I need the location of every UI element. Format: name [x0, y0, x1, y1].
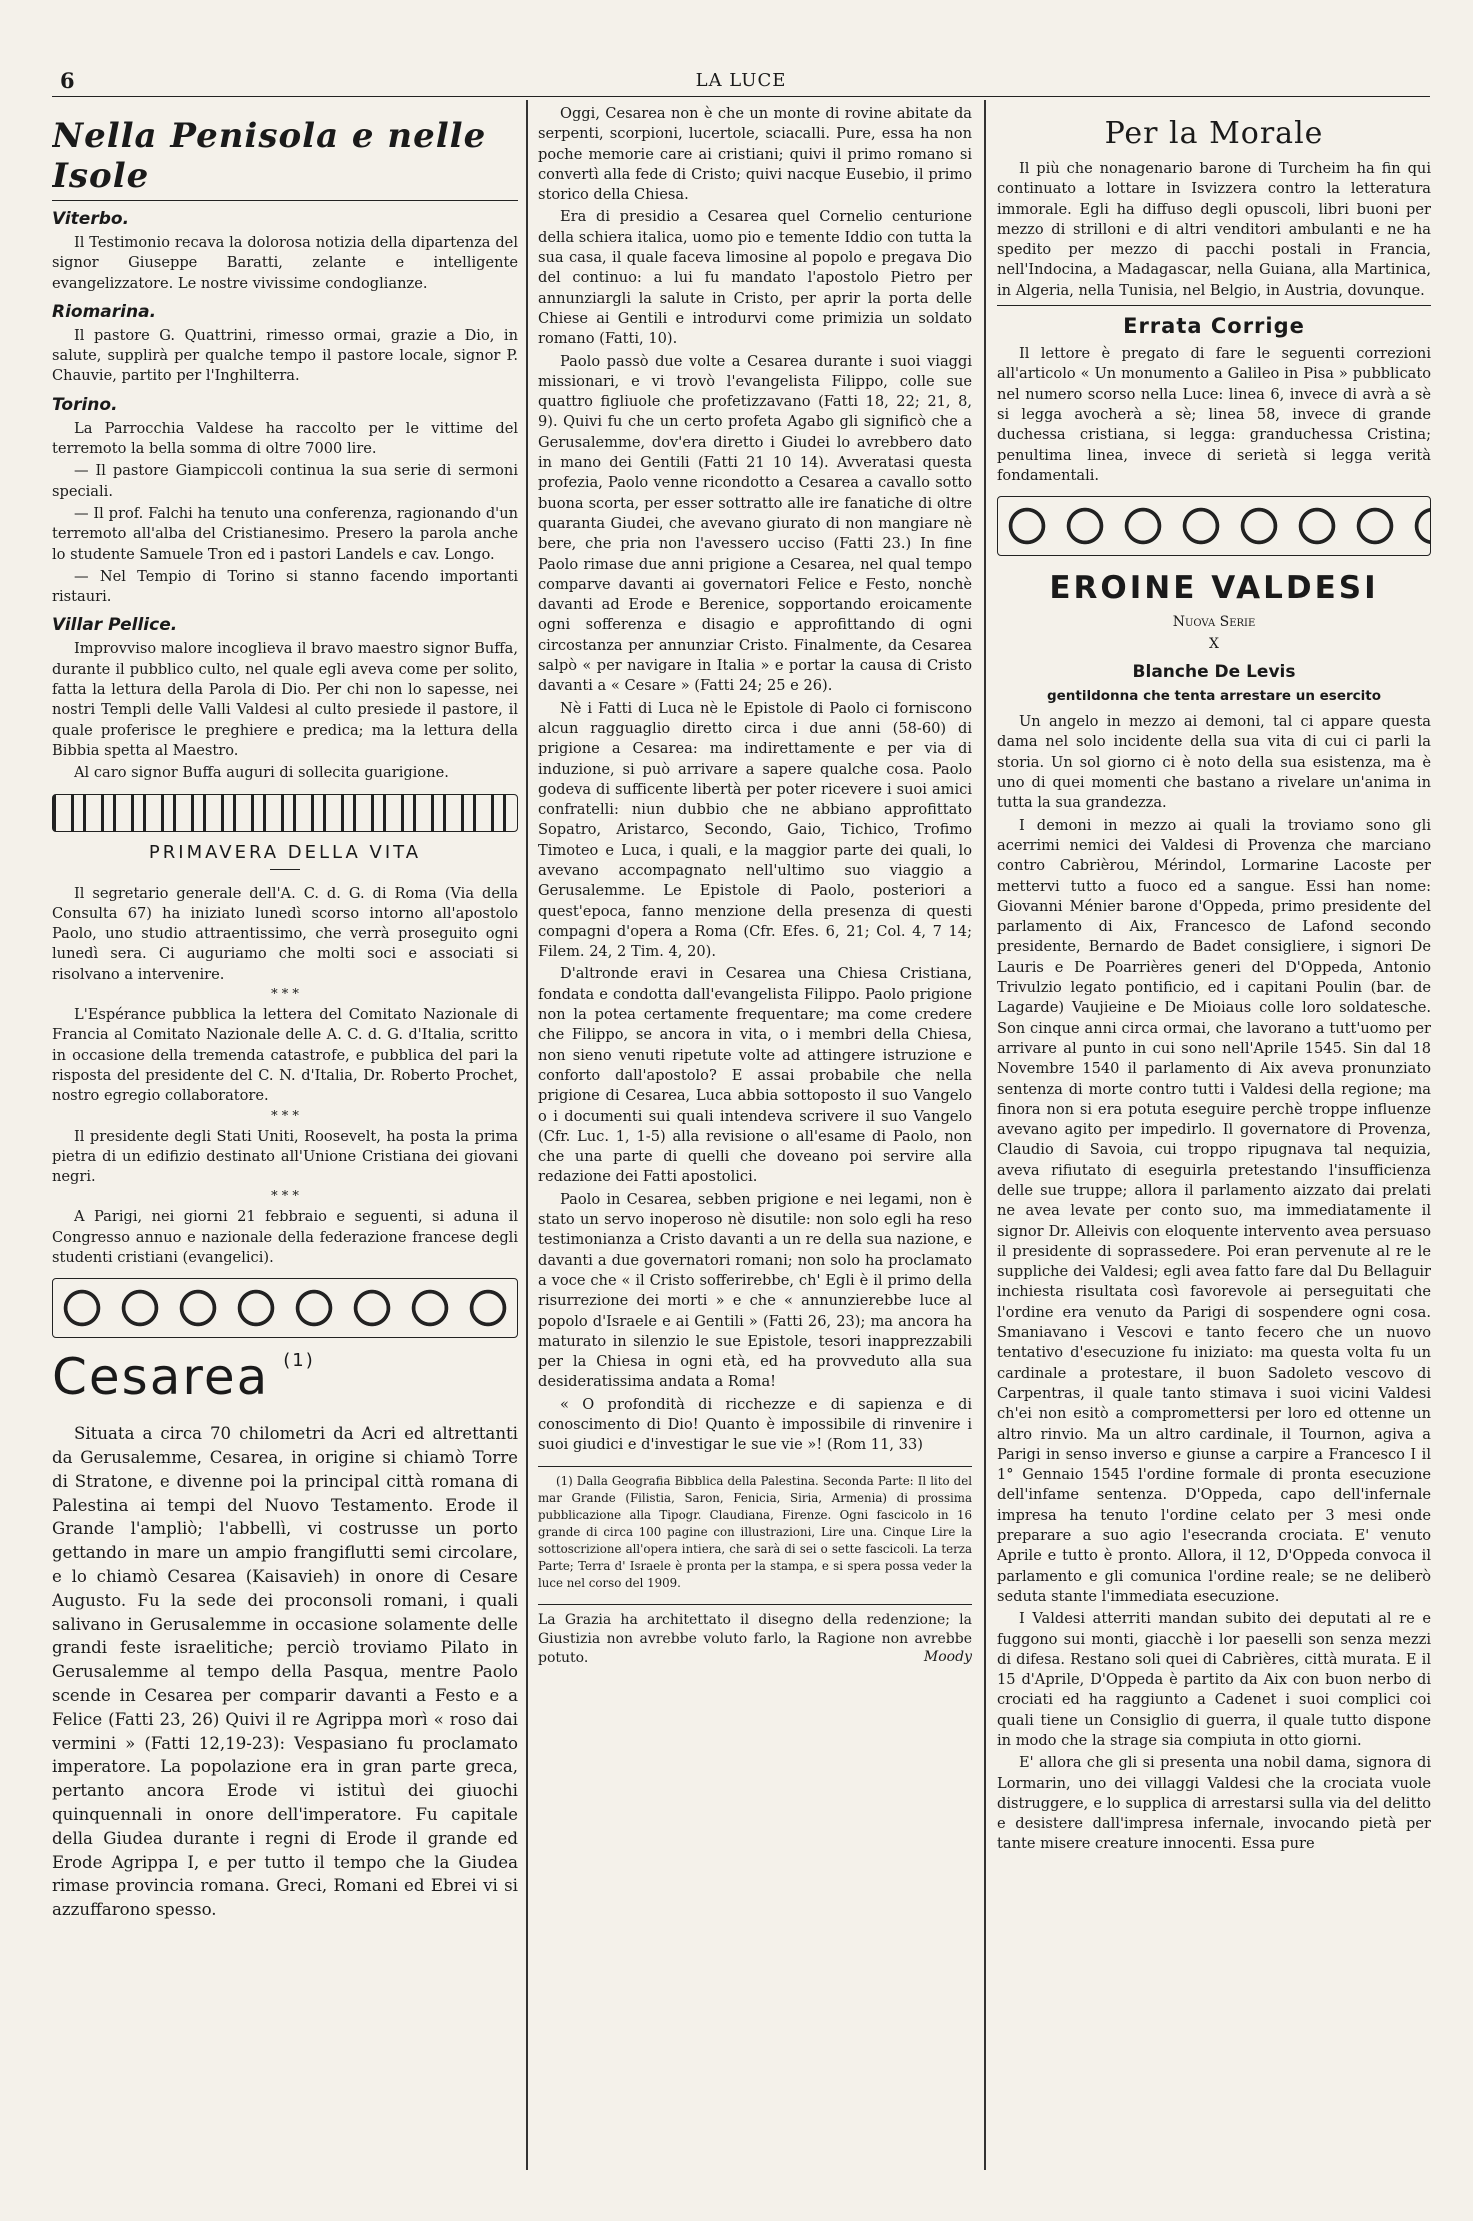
footnote-divider	[538, 1466, 972, 1467]
asterism: * * *	[271, 987, 299, 1003]
column-left	[52, 104, 518, 2164]
paragraph: Era di presidio a Cesarea quel Cornelio centurione della schiera italica, uomo pio e temente Iddio con tutta la sua casa, il quale faceva limosine al popolo e pregava Dio del continuo: a lui fu mandato l'apostolo Pietro per annunziargli la salute in Cristo, per aprir la porta delle Chiese ai Gentili e introdurvi come primizia un soldato romano (Fatti, 10).	[538, 208, 972, 348]
asterism: * * *	[271, 1108, 299, 1124]
place-heading: Viterbo.	[52, 209, 130, 229]
paragraph: Paolo passò due volte a Cesarea durante i suoi viaggi missionari, e vi trovò l'evangelista Filippo, colle sue quattro figliuole che profetizzavano (Fatti 18, 22; 21, 8, 9). Quivi fu che un certo profeta Agabo gli significò che a Gerusalemme, dov'era diretto i Giudei lo avrebbero dato in mano dei Gentili (Fatti 21 10 14). Avveratasi questa profezia, Paolo venne ricondotto a Cesarea a cavallo sotto buona scorta, per esser sottratto alle ire fanatiche di oltre quaranta Giudei, che avevano giurato di non mangiare nè bere, che pria non l'avessero ucciso (Fatti 23.) In fine Paolo rimase due anni prigione a Cesarea, nel qual tempo comparve davanti ai governatori Felice e Festo, nonchè davanti ad Erode e Berenice, sopportando eroicamente ogni sofferenza e disagio e approfittando di ogni circostanza per annunziar Cristo. Finalmente, da Cesarea salpò « per navigare in Italia » e portar la causa di Cristo davanti a « Cesare » (Fatti 24; 25 e 26).	[538, 352, 972, 695]
paragraph: E' allora che gli si presenta una nobil dama, signora di Lormarin, uno dei villaggi Valdesi che la crociata vuole distruggere, e lo supplica di arrestarsi sulla via del delitto e desistere dall'impresa infernale, invocando pietà per tante misere creature innocenti. Essa pure	[997, 1754, 1431, 1853]
paragraph: Oggi, Cesarea non è che un monte di rovine abitate da serpenti, scorpioni, lucertole, sciacalli. Pure, essa ha non poche memorie care ai cristiani; quivi il primo romano si convertì alla fede di Cristo; quivi nacque Eusebio, il primo storico della Chiesa.	[538, 105, 972, 204]
footnote-marker: (1)	[283, 1350, 315, 1372]
ornament-divider	[52, 794, 518, 832]
page-number: 6	[60, 68, 75, 93]
paragraph: I demoni in mezzo ai quali la troviamo sono gli acerrimi nemici dei Valdesi di Provenza che marciano contro Cabrièrou, Mérindol, Lormarine Lacoste per mettervi tutto a fuoco ed a sangue. Essi han nome: Giovanni Ménier barone d'Oppeda, primo presidente del parlamento di Aix, Francesco de Lafond secondo presidente, Bernardo de Badet consigliere, i signori De Lauris e De Poarrières generi del D'Oppeda, Antonio Trivulzio legato pontificio, ed i capitani Poulin (bar. de Lagarde) Vaujieine e De Mioiaus colle loro soldatesche. Son cinque anni circa ormai, che lavorano a tutt'uomo per arrivare al punto in cui sono nell'Aprile 1545. Sin dal 18 Novembre 1540 il parlamento di Aix aveva pronunziato sentenza di morte contro tutti i Valdesi della regione; ma finora non si era potuta eseguire perchè troppe influenze avevano agito per impedirlo. Il governatore di Provenza, Claudio di Savoia, cui troppo ripugnava tal nequizia, aveva rifiutato di eseguirla pretestando l'insufficienza delle sue truppe; allora il parlamento aizzato dai prelati ne avea levate per conto suo, ma immediatamente il signor Dr. Alleivis con eloquente intervento avea persuaso il presidente di soprassedere. Poi eran pervenute al re le suppliche dei Valdesi; egli avea fatto fare dal Du Bellaguir inchiesta risultata così favorevole ai perseguitati che l'ordine era venuto da Parigi di sospendere ogni cosa. Smaniavano i Vescovi e tanto fecero che un nuovo tentativo d'esecuzione fu iniziato: ma questa volta fu un cardinale a protestare, il buon Sadoleto vescovo di Carpentras, il quale tanto stimava i suoi vicini Valdesi ch'ei non esitò a compromettersi per loro ed ottenne un altro rinvio. Ma un altro cardinale, il Tournon, agiva a Parigi in senso inverso e giunse a carpire a Francesco I il 1° Gennaio 1545 l'ordine formale di pronta esecuzione dell'infame sentenza. D'Oppeda, capo dell'infernale impresa ha tenuto l'ordine celato per 3 mesi onde preparare a suo agio l'esecranda crociata. E' venuto Aprile e tutto è pronto. Allora, il 12, D'Oppeda convoca il parlamento e gli comunica l'ordine reale; se ne deliberò seduta stante l'immediata esecuzione.	[997, 816, 1431, 1605]
paragraph: Al caro signor Buffa auguri di sollecita guarigione.	[74, 764, 449, 782]
issue-numeral: X	[1209, 636, 1219, 653]
paragraph: Il lettore è pregato di fare le seguenti correzioni all'articolo « Un monumento a Galileo in Pisa » pubblicato nel numero scorso nella Luce: linea 6, invece di avrà a sè si legga avocherà a sè; linea 58, invece di grande duchessa cristiana, si legga: granduchessa Cristina; penultima linea, invece di serietà si legga verità fondamentali.	[997, 345, 1431, 484]
quote-box	[538, 1604, 972, 1665]
place-heading: Torino.	[52, 394, 118, 415]
section-title: Nella Penisola e nelle Isole	[52, 116, 487, 196]
paragraph: Situata a circa 70 chilometri da Acri ed altrettanti da Gerusalemme, Cesarea, in origine si chiamò Torre di Stratone, e divenne poi la principal città romana di Palestina ai tempi del Nuovo Testamento. Erode il Grande l'ampliò; l'abbellì, vi costrusse un porto gettando in mare un ampio frangiflutti semi circolare, e lo chiamò Cesarea (Kaisavieh) in onore di Cesare Augusto. Fu la sede dei proconsoli romani, i quali salivano in Gerusalemme in occasione solamente delle grandi feste israelitiche; perciò troviamo Pilato in Gerusalemme al tempo della Pasqua, mentre Paolo scende in Cesarea per comparir davanti a Festo e a Felice (Fatti 23, 26) Quivi il re Agrippa morì « roso dai vermini » (Fatti 12,19-23): Vespasiano fu proclamato imperatore. La popolazione era in gran parte greca, pertanto ancora Erode vi istituì dei giuochi quinquennali in onore dell'imperatore. Fu capitale della Giudea durante i regni di Erode il grande ed Erode Agrippa I, e per tutto il tempo che la Giudea rimase provincia romana. Greci, Romani ed Ebrei vi si azzuffarono spesso.	[52, 1424, 518, 1920]
place-heading: Riomarina.	[52, 301, 157, 322]
column-divider	[984, 100, 986, 2170]
paragraph: — Nel Tempio di Torino si stanno facendo importanti ristauri.	[52, 567, 518, 606]
section-title: PRIMAVERA DELLA VITA	[148, 841, 422, 863]
paragraph: La Parrocchia Valdese ha raccolto per le vittime del terremoto la bella somma di oltre 7000 lire.	[52, 419, 518, 458]
section-title: Errata Corrige	[1123, 314, 1305, 339]
divider	[52, 200, 518, 201]
paragraph: Il più che nonagenario barone di Turcheim ha fin qui continuato a lottare in Isvizzera contro la letteratura immorale. Egli ha diffuso degli opuscoli, libri buoni per mezzo di strilloni e di altri venditori ambulanti e ne ha spedito per mezzo di pacchi postali in Francia, nell'Indocina, a Madagascar, nella Guiana, alla Martinica, in Algeria, nella Tunisia, nel Belgio, in Austria, dovunque.	[997, 160, 1431, 299]
ornament-divider	[997, 496, 1431, 556]
divider	[997, 305, 1431, 306]
divider	[270, 869, 300, 870]
paragraph: Un angelo in mezzo ai demoni, tal ci appare questa dama nel solo incidente della sua vita di cui ci parli la storia. Un sol giorno ci è noto della sua esistenza, ma è uno di quei momenti che bastano a rivelare un'anima in tutta la sua grandezza.	[997, 713, 1431, 812]
paragraph: « O profondità di ricchezze e di sapienza e di conoscimento di Dio! Quanto è impossibile di rinvenire i suoi giudici e d'investigar le sue vie »! (Rom 11, 33)	[538, 1395, 972, 1454]
paragraph: A Parigi, nei giorni 21 febbraio e seguenti, si aduna il Congresso annuo e nazionale della federazione francese degli studenti cristiani (evangelici).	[52, 1208, 518, 1266]
quote-author: Moody	[923, 1648, 972, 1665]
article-title: Blanche De Levis	[1132, 662, 1296, 683]
article-title-text: Cesarea	[52, 1348, 270, 1407]
paragraph: L'Espérance pubblica la lettera del Comitato Nazionale di Francia al Comitato Nazionale delle A. C. d. G. d'Italia, scritto in occasione della tremenda catastrofe, e pubblica del pari la risposta del presidente del C. N. d'Italia, Dr. Roberto Prochet, nostro egregio collaboratore.	[52, 1006, 518, 1105]
column-middle	[538, 104, 972, 2164]
article-subtitle: gentildonna che tenta arrestare un esercito	[1046, 688, 1382, 705]
paragraph: — Il prof. Falchi ha tenuto una conferenza, ragionando d'un terremoto all'alba del Cristianesimo. Presero la parola anche lo studente Samuele Tron ed i pastori Landels e cav. Longo.	[52, 504, 518, 563]
quote-text: La Grazia ha architettato il disegno della redenzione; la Giustizia non avrebbe voluto farlo, la Ragione non avrebbe potuto.	[538, 1611, 972, 1666]
ornament-divider	[52, 1278, 518, 1338]
paragraph: — Il pastore Giampiccoli continua la sua serie di sermoni speciali.	[52, 462, 518, 500]
place-heading: Villar Pellice.	[52, 615, 178, 636]
newspaper-title: LA LUCE	[695, 70, 787, 91]
asterism: * * *	[271, 1189, 299, 1205]
paragraph: I Valdesi atterriti mandan subito dei deputati al re e fuggono sui monti, giacchè i lor paeselli son senza mezzi di difesa. Restano soli quei di Cabrières, città murata. E il 15 d'Aprile, D'Oppeda è partito da Aix con buon nerbo di crociati ed ha raggiunto a Cadenet i suoi complici coi quali tiene un Consiglio di guerra, il quale tutto dispone in modo che la strage sia compiuta in otto giorni.	[997, 1610, 1431, 1749]
paragraph: Nè i Fatti di Luca nè le Epistole di Paolo ci forniscono alcun ragguaglio diretto circa i due anni (58-60) di prigione a Cesarea: ma indirettamente e per via di induzione, si può arrivare a sapere qualche cosa. Paolo godeva di sufficente libertà per poter ricevere i suoi amici confratelli: niun dubbio che ne abbiano approfittato Sopatro, Aristarco, Secondo, Gaio, Tichico, Trofimo Timoteo e Luca, i quali, e la maggior parte dei quali, lo avevano accompagnato nell'ultimo suo viaggio a Gerusalemme. Le Epistole di Paolo, posteriori a quest'epoca, fanno menzione della presenza di questi compagni d'opera a Roma (Cfr. Efes. 6, 21; Col. 4, 7 14; Filem. 24, 2 Tim. 4, 20).	[538, 699, 972, 961]
paragraph: Paolo in Cesarea, sebben prigione e nei legami, non è stato un servo inoperoso nè disutile: non solo egli ha reso testimonianza a Cristo davanti a un re della sua nazione, e davanti a due governatori romani; non solo ha proclamato a voce che « il Cristo sofferirebbe, ch' Egli è il primo della risurrezione dei morti » e che « annunzierebbe luce al popolo d'Israele e ai Gentili » (Fatti 26, 23); ma ancora ha maturato in silenzio le sue Epistole, tesori inapprezzabili per la Chiesa in ogni età, ed ha provveduto alla sua desideratissima andata a Roma!	[538, 1190, 972, 1391]
column-divider	[526, 100, 528, 2170]
section-title: EROINE VALDESI	[1049, 570, 1379, 607]
article-title	[52, 1348, 518, 1406]
paragraph: Il segretario generale dell'A. C. d. G. di Roma (Via della Consulta 67) ha iniziato lunedì scorso intorno all'apostolo Paolo, uno studio attraentissimo, che verrà proseguito ogni lunedì sera. Ci auguriamo che molti soci e associati si risolvano a intervenire.	[52, 884, 518, 983]
section-title: Per la Morale	[1104, 116, 1324, 151]
series-label: Nuova Serie	[1172, 614, 1256, 631]
page-header	[52, 62, 1430, 97]
paragraph: Il Testimonio recava la dolorosa notizia della dipartenza del signor Giuseppe Baratti, zelante e intelligente evangelizzatore. Le nostre vivissime condoglianze.	[52, 234, 518, 292]
paragraph: Il pastore G. Quattrini, rimesso ormai, grazie a Dio, in salute, supplirà per qualche tempo il pastore locale, signor P. Chauvie, partito per l'Inghilterra.	[52, 326, 518, 385]
paragraph: D'altronde eravi in Cesarea una Chiesa Cristiana, fondata e condotta dall'evangelista Filippo. Paolo prigione non la potea certamente frequentare; ma come credere che Filippo, se ancora in vita, o i membri della Chiesa, non sieno venuti ripetute volte ad attingere istruzione e conforto dall'apostolo? E assai probabile che nella prigione di Cesarea, Luca abbia sottoposto il suo Vangelo o i documenti sui quali intendeva scrivere il suo Vangelo (Cfr. Luc. 1, 1-5) alla revisione o all'esame di Paolo, non che una parte di quelli che doveano poi servire alla redazione dei Fatti apostolici.	[538, 965, 972, 1186]
paragraph: Il presidente degli Stati Uniti, Roosevelt, ha posta la prima pietra di un edifizio destinato all'Unione Cristiana dei giovani negri.	[52, 1127, 518, 1186]
footnote: (1) Dalla Geografia Bibblica della Palestina. Seconda Parte: Il lito del mar Grande (Filistia, Saron, Fenicia, Siria, Armenia) di prossima pubblicazione alla Tipogr. Claudiana, Firenze. Ogni fascicolo in 16 grande di circa 100 pagine con illustrazioni, Lire una. Cinque Lire la sottoscrizione all'opera intiera, che sarà di sei o sette fascicoli. La terza Parte; Terra d' Israele è pronta per la stampa, e si spera possa veder la luce nel corso del 1909.	[538, 1473, 972, 1590]
column-right	[997, 104, 1431, 2164]
paragraph: Improvviso malore incoglieva il bravo maestro signor Buffa, durante il pubblico culto, nel quale egli aveva come per solito, fatta la lettura della Parola di Dio. Per chi non lo sapesse, nei nostri Templi delle Valli Valdesi al culto presiede il pastore, il quale proferisce le preghiere e predica; ma la lettura della Bibbia spetta al Maestro.	[52, 640, 518, 759]
